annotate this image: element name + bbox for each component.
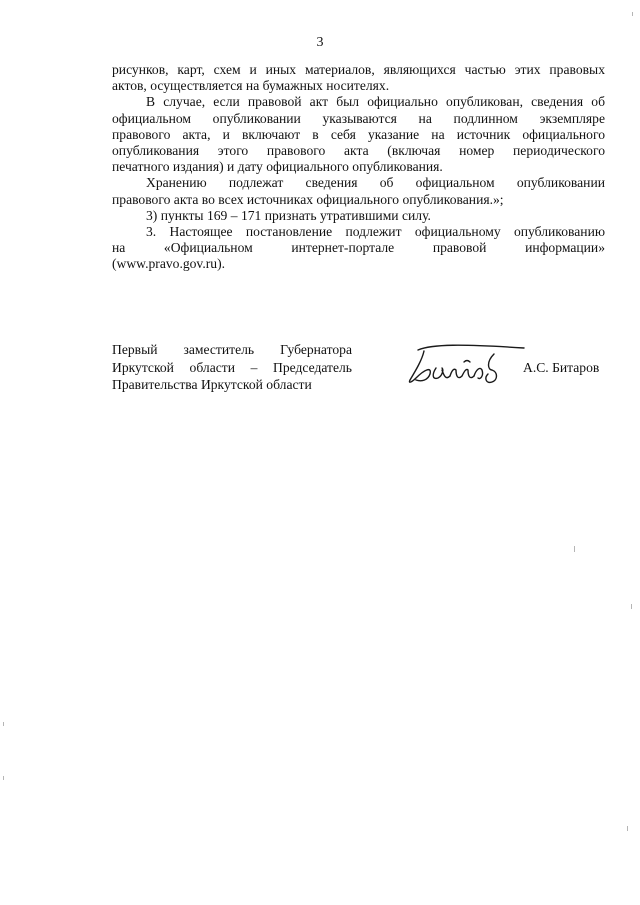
text-line: Хранению подлежат сведения об официальном опубликовании xyxy=(146,175,605,191)
position-line: Первый заместитель Губернатора xyxy=(112,342,352,357)
position-line: Иркутской области – Председатель xyxy=(112,359,352,375)
text-line: рисунков, карт, схем и иных материалов, являющихся частью этих правовых xyxy=(112,62,605,77)
text-line: правового акта, и включают в себя указание на источник официального xyxy=(112,126,605,142)
position-line: Правительства Иркутской области xyxy=(112,377,312,392)
text-line: 3) пункты 169 – 171 признать утратившими силу. xyxy=(146,207,431,223)
text-line: официальном опубликовании указываются на подлинном экземпляре xyxy=(112,110,605,126)
signer-name: А.С. Битаров xyxy=(523,360,600,375)
handwritten-signature xyxy=(402,340,528,390)
text-line: на «Официальном интернет-портале правовой информации» xyxy=(112,240,605,256)
page-number: 3 xyxy=(316,35,324,50)
text-line: печатного издания) и дату официального опубликования. xyxy=(112,159,443,175)
scan-mark xyxy=(627,826,628,831)
scan-mark xyxy=(3,776,4,780)
scan-mark xyxy=(3,722,4,726)
scan-mark xyxy=(632,12,633,16)
text-line: правового акта во всех источниках официального опубликования.»; xyxy=(112,191,504,207)
text-line: (www.pravo.gov.ru). xyxy=(112,256,225,272)
text-line: актов, осуществляется на бумажных носителях. xyxy=(112,78,390,94)
text-line: 3. Настоящее постановление подлежит официальному опубликованию xyxy=(146,224,605,240)
scan-mark xyxy=(631,604,632,609)
text-line: В случае, если правовой акт был официально опубликован, сведения об xyxy=(146,94,605,110)
document-body xyxy=(112,62,605,273)
signatory-position xyxy=(112,341,352,394)
text-line: опубликования этого правового акта (включая номер периодического xyxy=(112,143,605,159)
scan-mark xyxy=(574,546,575,552)
